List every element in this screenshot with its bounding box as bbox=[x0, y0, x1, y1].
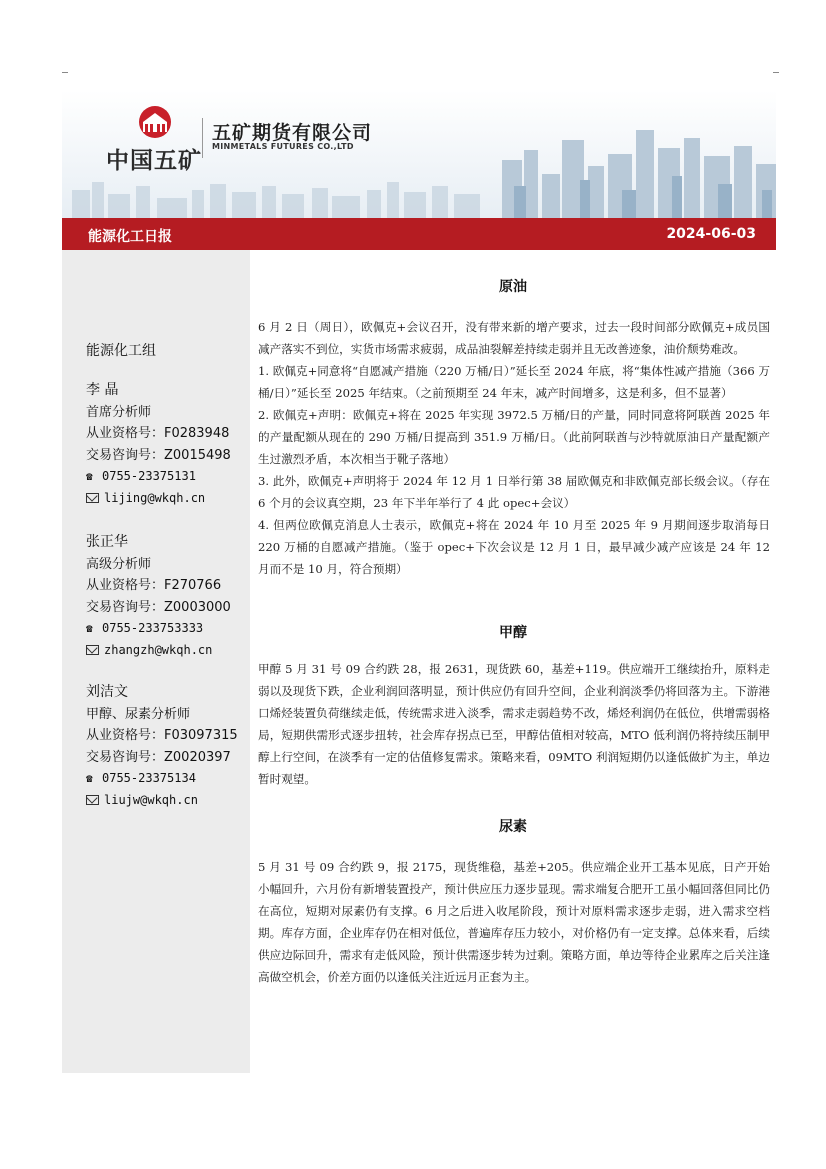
mail-icon bbox=[86, 645, 99, 655]
analyst-phone: 0755-233753333 bbox=[102, 621, 204, 636]
analyst-license: 从业资格号：F270766 bbox=[86, 578, 222, 594]
analyst-consult-no: 交易咨询号：Z0003000 bbox=[86, 599, 231, 615]
analyst-name: 李 晶 bbox=[86, 382, 119, 398]
analyst-name: 张正华 bbox=[86, 534, 128, 550]
minmetals-logo-icon bbox=[134, 104, 176, 140]
paragraph: 6 月 2 日（周日），欧佩克+会议召开，没有带来新的增产要求，过去一段时间部分欧佩克+成员国减产落实不到位，实货市场需求疲弱，成品油裂解差持续走弱并且无改善迹象，油价颓势难改。 bbox=[258, 320, 770, 356]
analyst-card bbox=[86, 682, 238, 812]
team-name: 能源化工组 bbox=[86, 343, 156, 359]
section-title-methanol: 甲醇 bbox=[499, 625, 527, 641]
report-date: 2024-06-03 bbox=[666, 226, 756, 242]
analyst-phone-row bbox=[86, 466, 231, 488]
logo-divider bbox=[202, 118, 203, 158]
analyst-consult-no: 交易咨询号：Z0015498 bbox=[86, 447, 231, 463]
analyst-card bbox=[86, 532, 231, 662]
analyst-title: 高级分析师 bbox=[86, 556, 152, 572]
section-title-crude: 原油 bbox=[499, 279, 527, 295]
crude-oil-text bbox=[258, 316, 770, 580]
analyst-email[interactable]: lijing@wkqh.cn bbox=[104, 490, 206, 505]
analyst-email-row bbox=[86, 640, 231, 662]
paragraph: 1. 欧佩克+同意将“自愿减产措施（220 万桶/日）”延长至 2024 年底，将“集体性减产措施（366 万桶/日）”延长至 2025 年结束。（之前预期至 24 年末，减产时间增多，这是利多，但不显著） bbox=[258, 364, 770, 400]
analyst-phone: 0755-23375134 bbox=[102, 771, 196, 786]
paragraph: 5 月 31 号 09 合约跌 9，报 2175，现货维稳，基差+205。供应端企业开工基本见底，日产开始小幅回升，六月份有新增装置投产，预计供应压力逐步显现。需求端复合肥开工虽小幅回落但同比仍在高位，短期对尿素仍有支撑。6 月之后进入收尾阶段，预计对原料需求逐步走弱，进入需求空档期。库存方面，企业库存仍在相对低位，普遍库存压力较小，对价格仍有一定支撑。总体来看，后续供应边际回升，需求有走低风险，预计供需逐步转为过剩。策略方面，单边等待企业累库之后关注逢高做空机会，价差方面仍以逢低关注近远月正套为主。 bbox=[258, 860, 770, 984]
paragraph: 3. 此外，欧佩克+声明将于 2024 年 12 月 1 日举行第 38 届欧佩克和非欧佩克部长级会议。（存在 6 个月的会议真空期，23 年下半年举行了 4 此 opec+会议） bbox=[258, 474, 770, 510]
report-header bbox=[62, 90, 776, 218]
analyst-title: 甲醇、尿素分析师 bbox=[86, 706, 191, 722]
company-name-cn: 五矿期货有限公司 bbox=[212, 122, 373, 144]
mail-icon bbox=[86, 493, 99, 503]
urea-text bbox=[258, 856, 770, 988]
analyst-license: 从业资格号：F0283948 bbox=[86, 426, 230, 442]
crop-mark-right bbox=[773, 72, 779, 73]
report-title-bar bbox=[62, 218, 776, 250]
analyst-phone-row bbox=[86, 618, 231, 640]
mail-icon bbox=[86, 795, 99, 805]
phone-icon: ☎ bbox=[86, 772, 93, 786]
analyst-sidebar bbox=[62, 250, 250, 1073]
analyst-email[interactable]: zhangzh@wkqh.cn bbox=[104, 642, 213, 657]
analyst-title: 首席分析师 bbox=[86, 404, 152, 420]
analyst-consult-no: 交易咨询号：Z0020397 bbox=[86, 749, 231, 765]
analyst-email[interactable]: liujw@wkqh.cn bbox=[104, 792, 198, 807]
company-name-en: MINMETALS FUTURES CO.,LTD bbox=[212, 142, 354, 151]
methanol-text bbox=[258, 658, 770, 790]
brand-name: 中国五矿 bbox=[106, 147, 202, 174]
analyst-email-row bbox=[86, 488, 231, 510]
paragraph: 2. 欧佩克+声明：欧佩克+将在 2025 年实现 3972.5 万桶/日的产量，同时同意将阿联酋 2025 年的产量配额从现在的 290 万桶/日提高到 351.9 万桶/日。（此前阿联酋与沙特就原油日产量配额产生过激烈矛盾，本次相当于靴子落地） bbox=[258, 408, 770, 466]
analyst-name: 刘洁文 bbox=[86, 684, 128, 700]
paragraph: 4. 但两位欧佩克消息人士表示，欧佩克+将在 2024 年 10 月至 2025 年 9 月期间逐步取消每日 220 万桶的自愿减产措施。（鉴于 opec+下次会议是 12 月 1 日，最早减少减产应该是 24 年 12 月而不是 10 月，符合预期） bbox=[258, 518, 770, 576]
report-title: 能源化工日报 bbox=[88, 229, 172, 245]
phone-icon: ☎ bbox=[86, 622, 93, 636]
analyst-phone: 0755-23375131 bbox=[102, 469, 196, 484]
phone-icon: ☎ bbox=[86, 470, 93, 484]
analyst-email-row bbox=[86, 790, 238, 812]
analyst-card bbox=[86, 380, 231, 510]
section-title-urea: 尿素 bbox=[499, 819, 527, 835]
analyst-license: 从业资格号：F03097315 bbox=[86, 728, 238, 744]
paragraph: 甲醇 5 月 31 号 09 合约跌 28，报 2631，现货跌 60，基差+119。供应端开工继续抬升，原料走弱以及现货下跌，企业利润回落明显，预计供应仍有回升空间，企业利润淡季仍将回落为主。下游港口烯烃装置负荷继续走低，传统需求进入淡季，需求走弱趋势不改，烯烃利润仍在低位，供增需弱格局，短期供需形式逐步扭转，社会库存拐点已至，甲醇估值相对较高，MTO 低利润仍将持续压制甲醇上行空间，在淡季有一定的估值修复需求。策略来看，09MTO 利润短期仍以逢低做扩为主，单边暂时观望。 bbox=[258, 662, 770, 786]
analyst-phone-row bbox=[86, 768, 238, 790]
crop-mark-left bbox=[62, 72, 68, 73]
